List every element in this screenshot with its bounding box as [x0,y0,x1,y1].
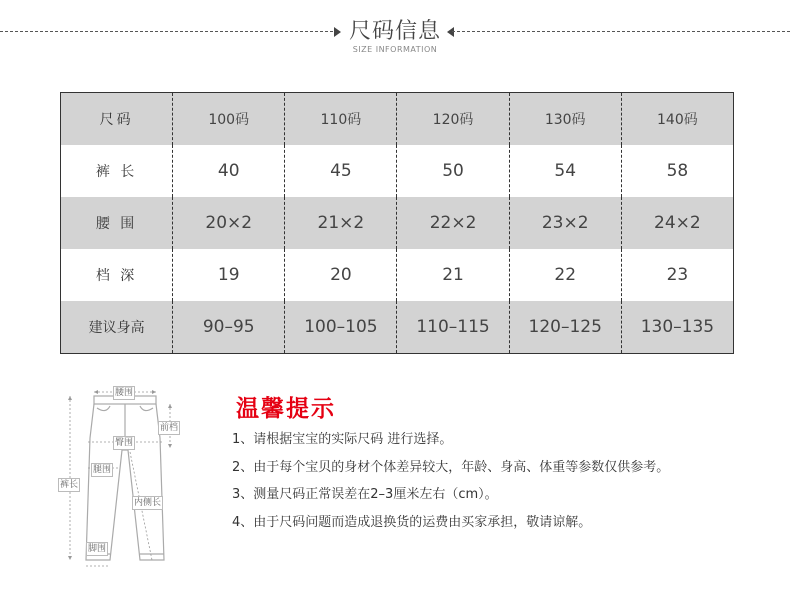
pants-measurement-diagram [56,378,196,586]
diagram-label-leg-opening: 脚围 [88,544,107,554]
size-header-cell: 130码 [509,93,621,145]
table-cell: 130–135 [621,301,733,353]
table-cell: 120–125 [509,301,621,353]
header-arrow-left-icon [334,27,341,37]
size-header-cell: 140码 [621,93,733,145]
header-dashed-line-left [0,31,338,32]
size-header-cell: 110码 [285,93,397,145]
tip-item: 2、由于每个宝贝的身材个体差异较大，年龄、身高、体重等参数仅供参考。 [232,459,670,475]
table-cell: 90–95 [173,301,285,353]
section-title: 尺码信息 [348,19,441,44]
diagram-label-waist: 腰围 [115,388,134,398]
table-cell: 23 [621,249,733,301]
table-row-size [61,93,734,145]
diagram-label-pants-length: 裤长 [60,480,79,490]
table-cell: 110–115 [397,301,509,353]
size-chart-table [60,92,734,354]
row-label-height: 建议身高 [61,301,173,353]
tip-item: 3、测量尺码正常误差在2–3厘米左右（cm）。 [232,487,498,502]
size-header-cell: 100码 [173,93,285,145]
header-arrow-right-icon [447,27,454,37]
table-row-waist [61,197,734,249]
diagram-label-hip: 臀围 [115,438,134,448]
tips-title: 温馨提示 [236,396,336,422]
diagram-label-thigh: 腿围 [93,465,112,475]
table-cell: 24×2 [621,197,733,249]
table-row-height [61,301,734,353]
table-cell: 21 [397,249,509,301]
table-cell: 100–105 [285,301,397,353]
table-cell: 45 [285,145,397,197]
row-label-rise: 档 深 [61,249,173,301]
header-dashed-line-right [452,31,790,32]
size-header-cell: 120码 [397,93,509,145]
table-cell: 22×2 [397,197,509,249]
row-label-waist: 腰 围 [61,197,173,249]
table-cell: 21×2 [285,197,397,249]
diagram-label-inseam: 内侧长 [134,498,162,508]
table-cell: 23×2 [509,197,621,249]
diagram-label-front-rise: 前档 [160,423,179,433]
table-cell: 19 [173,249,285,301]
row-label-size: 尺码 [61,93,173,145]
table-cell: 58 [621,145,733,197]
tips-list [232,426,669,536]
tip-item: 1、请根据宝宝的实际尺码 进行选择。 [232,432,453,447]
row-label-length: 裤 长 [61,145,173,197]
table-cell: 20×2 [173,197,285,249]
section-header [0,0,790,62]
table-cell: 54 [509,145,621,197]
table-cell: 20 [285,249,397,301]
section-subtitle: SIZE INFORMATION [352,45,438,54]
table-cell: 22 [509,249,621,301]
table-cell: 40 [173,145,285,197]
tip-item: 4、由于尺码问题而造成退换货的运费由买家承担，敬请谅解。 [232,514,592,530]
table-row-length [61,145,734,197]
table-row-rise [61,249,734,301]
table-cell: 50 [397,145,509,197]
